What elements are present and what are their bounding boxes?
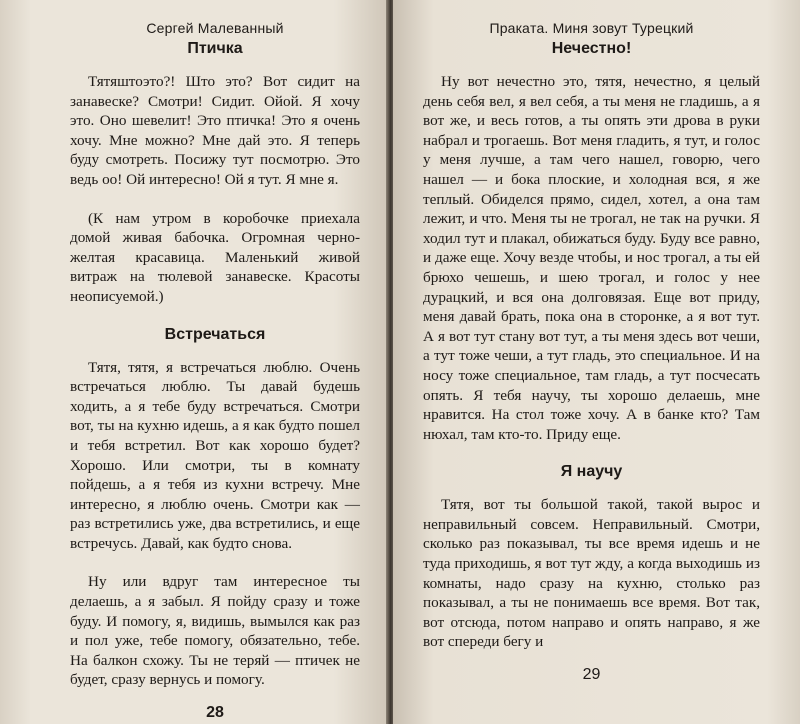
left-page [0,0,388,724]
running-head-author: Сергей Малеванный [146,20,284,36]
running-head-title: Пракaта. Миня зовут Турецкий [489,20,694,36]
section-title-ptichka: Птичка [187,40,243,57]
paragraph: (К нам утром в коробочке приехала домой живая бабочка. Огромная черно-желтая красавица. Маленький живой витраж на тюлевой занавеске. Красоты неописуемой.) [70,209,360,305]
section-title-vstrechatsya: Встречаться [164,325,266,343]
page-number: 28 [206,704,224,722]
paragraph: Тятя, тятя, я встречаться люблю. Очень встречаться люблю. Ты давай будешь ходить, а я тебе буду встречаться. Смотри вот, ты на кухню идешь, а я как будто пошел и тебя встретил. Вот как хорошо будет? Хорошо. Или смотри, ты в комнату пойдешь, а я тебя из кухни встречу. Мне интересно, я люблю очень. Смотри как — раз встретились уже, два встретились, и еще встречусь. Давай, как будто снова. [70,358,360,552]
paragraph: Ну или вдруг там интересное ты делаешь, а я забыл. Я пойду сразу и тоже буду. И помогу, я, видишь, вымылся как раз и пол уже, тебе помогу, обязательно, тебе. На балкон схожу. Ты не теряй — птичек не будет, сразу вернусь и помогу. [70,573,360,689]
section-title-nechestno: Нечестно! [551,40,632,57]
right-page [393,0,800,724]
paragraph: Тятя, вот ты большой такой, такой вырос и неправильный совсем. Неправильный. Смотри, сколько раз показывал, ты все время идешь и не туда приходишь, я вот тут жду, а когда выходишь из комнаты, надо сразу на кухню, столько раз показывал, а ты не понимаешь все время. Вот так, вот отсюда, потом направо и опять направо, я же вот спереди бегу и [423,496,760,651]
paragraph: Тятяштоэто?! Што это? Вот сидит на занавеске? Смотри! Сидит. Ойой. Я хочу это. Оно шевелит! Это птичка! Это я очень хочу. Мне можно? Мне дай это. Я теперь буду смотреть. Посижу тут посмотрю. Это ведь оо! Ой интересно! Ой я тут. Я мне я. [70,73,360,188]
page-number: 29 [582,666,601,684]
paragraph: Ну вот нечестно это, тятя, нечестно, я целый день себя вел, я вел себя, а ты меня не гладишь, а я вот же, и весь готов, а ты опять эти дрова в руки набрал и трогаешь. Вот меня гладить, я тут, и голос у меня лучше, а там чего нашел, говорю, чего нашел — и бока плоские, и холодная вся, я же теплый. Обиделся прямо, сидел, хотел, а она там лежит, и что. Меня ты не трогал, не так на ручки. Я ходил тут и плакал, обижаться буду. Буду все равно, и даже еще. Хочу везде чтобы, и нос трогал, а ты ей брюхо чешешь, и шею трогал, и голос у нее дурацкий, и вся она долговязая. Еще вот приду, меня давай брать, пока она в сторонке, а я вот тут. А я вот тут стану вот тут, а ты меня здесь вот чеши, а тут тоже чеши, а тут гладь, это специальное. И на носу тоже специальное, там гладь, а тут посчесать опять. Я тебя научу, ты хорошо делаешь, мне нравится. На стол тоже хочу. А в банке кто? Там нюхал, там кто-то. Приду еще. [423,73,760,443]
section-title-ya-nauchu: Я научу [560,463,623,481]
